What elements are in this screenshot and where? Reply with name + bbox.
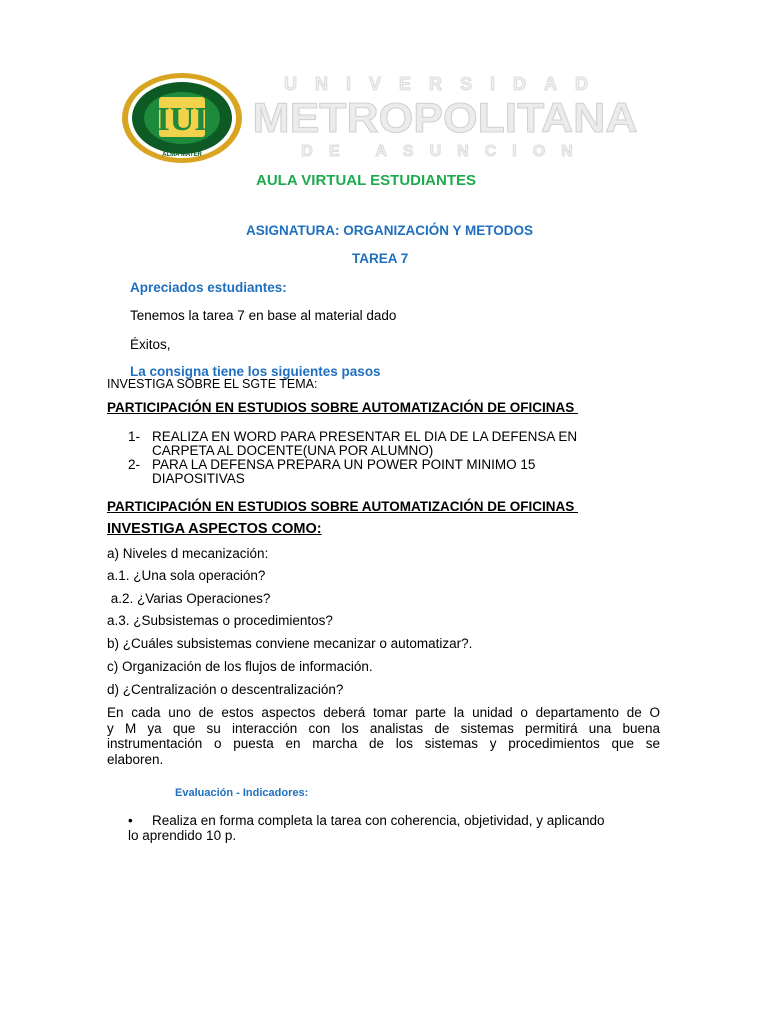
section2-heading: PARTICIPACIÓN EN ESTUDIOS SOBRE AUTOMATIZACIÓN DE OFICINAS bbox=[107, 499, 579, 514]
list-item-1-num: 1- bbox=[128, 429, 141, 444]
intro-line2: Éxitos, bbox=[130, 337, 171, 352]
list-item-1 bbox=[128, 430, 577, 458]
list-item-2-num: 2- bbox=[128, 457, 141, 472]
paragraph-line-2: y M ya que su interacción con los analistas de sistemas permitirá una buena bbox=[107, 720, 660, 736]
evaluation-line2: lo aprendido 10 p. bbox=[128, 828, 237, 843]
list-item-2 bbox=[128, 458, 535, 486]
aspect-line-2: a.1. ¿Una sola operación? bbox=[107, 568, 266, 583]
evaluation-line1: Realiza en forma completa la tarea con coherencia, objetividad, y aplicando bbox=[152, 813, 605, 828]
aula-virtual-title: AULA VIRTUAL ESTUDIANTES bbox=[256, 172, 477, 189]
bullet-icon: • bbox=[128, 813, 133, 828]
evaluation-item bbox=[128, 813, 605, 843]
paragraph-line-1: En cada uno de estos aspectos deberá tomar parte la unidad o departamento de O bbox=[107, 705, 660, 720]
list-item-1-line2: CARPETA AL DOCENTE(UNA POR ALUMNO) bbox=[152, 443, 434, 458]
paragraph-line-4: elaboren. bbox=[107, 751, 164, 767]
section1-heading: PARTICIPACIÓN EN ESTUDIOS SOBRE AUTOMATIZACIÓN DE OFICINAS bbox=[107, 400, 579, 415]
investiga-line: INVESTIGA SOBRE EL SGTE TEMA: bbox=[107, 377, 318, 391]
aspect-paragraph bbox=[107, 705, 660, 767]
tarea-title: TAREA 7 bbox=[352, 251, 409, 266]
greeting: Apreciados estudiantes: bbox=[130, 280, 287, 295]
aspect-line-5: b) ¿Cuáles subsistemas conviene mecanizar o automatizar?. bbox=[107, 636, 473, 651]
list-item-1-line1: REALIZA EN WORD PARA PRESENTAR EL DIA DE LA DEFENSA EN bbox=[152, 429, 578, 444]
paragraph-line-3: instrumentación o puesta en marcha de los sistemas y procedimientos que se bbox=[107, 736, 660, 751]
university-seal-logo bbox=[121, 72, 243, 164]
aspect-line-7: d) ¿Centralización o descentralización? bbox=[107, 682, 344, 697]
evaluation-heading: Evaluación - Indicadores: bbox=[175, 787, 309, 799]
university-wordmark bbox=[250, 70, 640, 162]
asignatura-title: ASIGNATURA: ORGANIZACIÓN Y METODOS bbox=[246, 223, 534, 238]
consigna-heading: La consigna tiene los siguientes pasos bbox=[130, 364, 381, 379]
aspect-line-1: a) Niveles d mecanización: bbox=[107, 546, 269, 561]
aspect-line-3: a.2. ¿Varias Operaciones? bbox=[107, 591, 271, 606]
seal-bottom-text: ALMA MATER bbox=[162, 152, 202, 158]
list-item-2-line2: DIAPOSITIVAS bbox=[152, 471, 245, 486]
wordmark-main: METROPOLITANA bbox=[252, 94, 638, 141]
list-item-2-line1: PARA LA DEFENSA PREPARA UN POWER POINT MINIMO 15 bbox=[152, 457, 536, 472]
aspect-line-4: a.3. ¿Subsistemas o procedimientos? bbox=[107, 613, 333, 628]
wordmark-top: UNIVERSIDAD bbox=[283, 74, 607, 94]
seal-monogram: IUI bbox=[156, 101, 208, 138]
aspect-line-6: c) Organización de los flujos de información. bbox=[107, 659, 373, 674]
wordmark-bottom: DE ASUNCION bbox=[301, 143, 589, 160]
intro-line1: Tenemos la tarea 7 en base al material dado bbox=[130, 308, 397, 323]
section2-subheading: INVESTIGA ASPECTOS COMO: bbox=[107, 521, 322, 537]
